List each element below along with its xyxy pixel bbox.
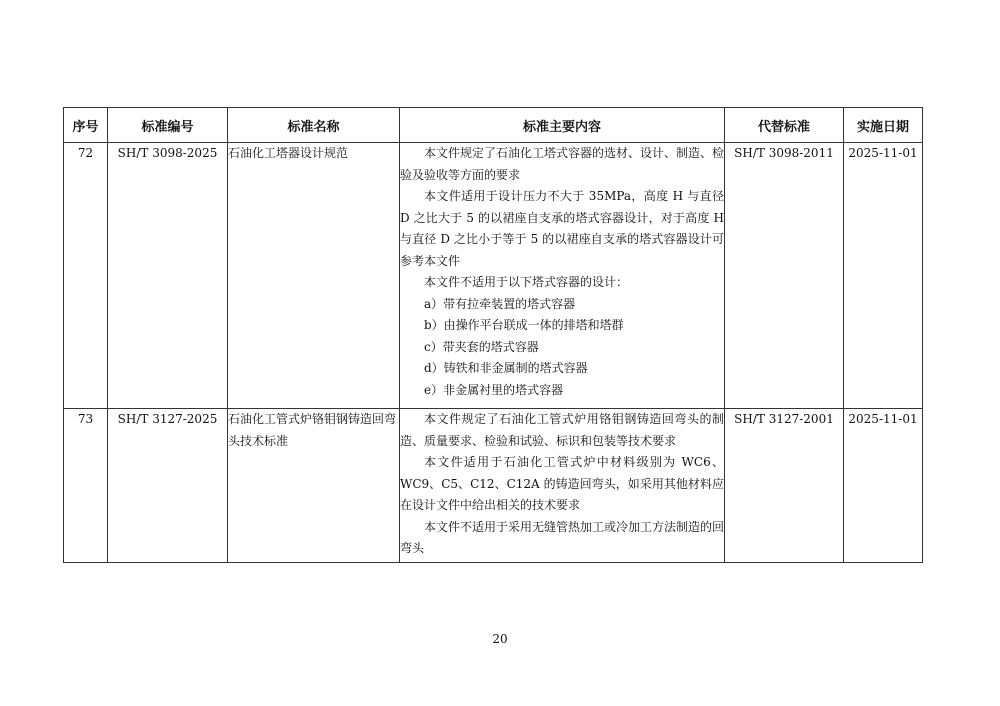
row-code: SH/T 3127-2025 [108,409,228,563]
row-name: 石油化工塔器设计规范 [228,143,400,409]
content-paragraph: 本文件不适用于采用无缝管热加工或冷加工方法制造的回弯头 [400,519,725,555]
row-code: SH/T 3098-2025 [108,143,228,409]
header-replaces: 代替标准 [725,108,844,143]
page-number: 20 [492,632,508,646]
content-list-item: c）带夹套的塔式容器 [424,339,539,354]
header-date: 实施日期 [844,108,923,143]
row-content [400,143,725,409]
header-code: 标准编号 [108,108,228,143]
content-list-item: a）带有拉牵装置的塔式容器 [424,296,576,311]
header-num: 序号 [64,108,108,143]
content-paragraph: 本文件不适用于以下塔式容器的设计： [424,275,629,289]
content-paragraph: 本文件规定了石油化工管式炉用铬钼钢铸造回弯头的制造、质量要求、检验和试验、标识和包装等技术要求 [400,412,724,448]
content-list-item: e）非金属衬里的塔式容器 [424,382,564,397]
table-row [64,409,923,563]
content-list-item: d）铸铁和非金属制的塔式容器 [424,361,588,375]
row-date: 2025-11-01 [844,143,923,409]
row-content [400,409,725,563]
row-name: 石油化工管式炉铬钼钢铸造回弯头技术标准 [228,409,400,563]
content-paragraph: 本文件规定了石油化工塔式容器的选材、设计、制造、检验及验收等方面的要求 [400,146,725,182]
standards-table [63,107,923,563]
header-content: 标准主要内容 [400,108,725,143]
table-row [64,143,923,409]
row-num: 73 [64,409,108,563]
row-num: 72 [64,143,108,409]
row-replaces: SH/T 3127-2001 [725,409,844,563]
content-list-item: b）由操作平台联成一体的排塔和塔群 [424,318,624,332]
content-paragraph: 本文件适用于石油化工管式炉中材料级别为 WC6、WC9、C5、C12、C12A 的铸造回弯头，如采用其他材料应在设计文件中给出相关的技术要求 [400,455,724,512]
header-name: 标准名称 [228,108,400,143]
row-replaces: SH/T 3098-2011 [725,143,844,409]
row-date: 2025-11-01 [844,409,923,563]
table-header-row [64,108,923,143]
content-paragraph: 本文件适用于设计压力不大于 35MPa，高度 H 与直径 D 之比大于 5 的以裙座自支承的塔式容器设计，对于高度 H 与直径 D 之比小于等于 5 的以裙座自支承的塔式容器设计可参考本文件 [400,189,724,268]
